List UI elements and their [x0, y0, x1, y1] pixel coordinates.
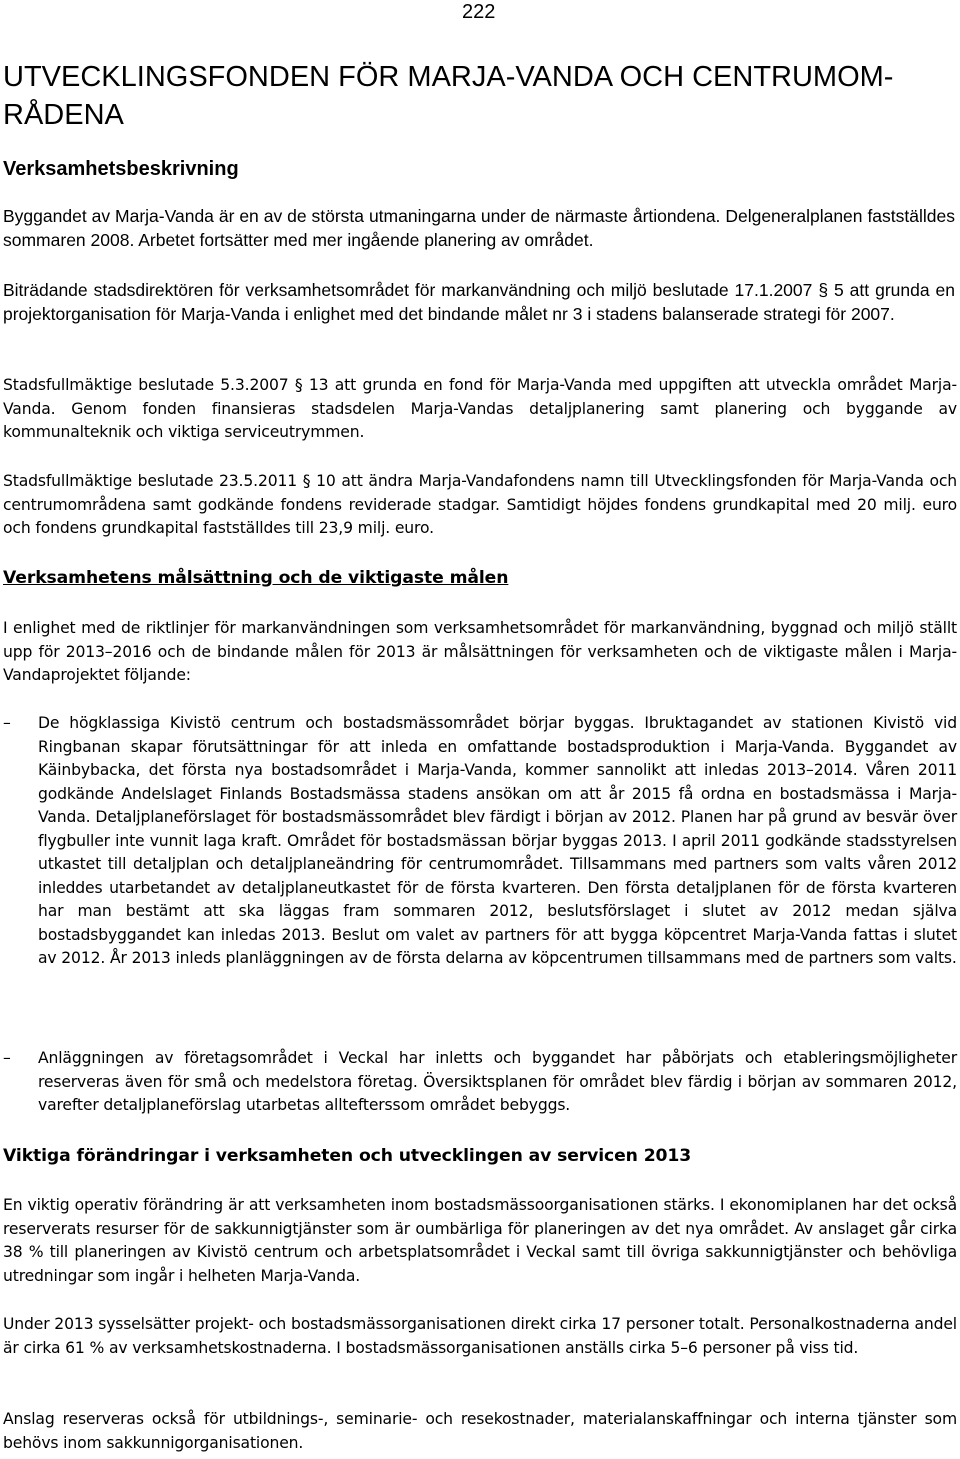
description-paragraph: Byggandet av Marja-Vanda är en av de största utmaningarna under de närmaste årtiondena. Delgeneralplanen fastställdes sommaren 2008. Arbetet fortsätter med mer ingående planering av området.: [3, 206, 955, 250]
section-heading-goals: Verksamhetens målsättning och de viktigaste målen: [3, 568, 509, 588]
page-title: UTVECKLINGSFONDEN FÖR MARJA-VANDA OCH CENTRUMOMRÅDENA: [3, 61, 894, 131]
description-paragraph: Biträdande stadsdirektören för verksamhetsområdet för markanvändning och miljö beslutade 17.1.2007 § 5 att grunda en projektorganisation för Marja-Vanda i enlighet med det bindande målet nr 3 i stadens balanserade strategi för 2007.: [3, 280, 955, 324]
list-item: [3, 712, 957, 1042]
list-item-text: De högklassiga Kivistö centrum och bostadsmässområdet börjar byggas. Ibruktagandet av stationen Kivistö vid Ringbanan skapar förutsättningar för att inleda en omfattande bostadsproduktion i Marja-Vanda. Byggandet av Käinbybacka, det första nya bostadsområdet i Marja-Vanda, kommer sannolikt att inledas 2013–2014. Våren 2011 godkände Andelslaget Finlands Bostadsmässa stadens ansökan om att år 2015 få ordna en bostadsmässa i Marja-Vanda. Detaljplaneförslaget för bostadsmässområdet blev färdigt i början av 2012. Planen har på grund av besvär över flygbuller inte vunnit laga kraft. Området för bostadsmässan börjar byggas 2013. I april 2011 godkände stadsstyrelsen utkastet till detaljplan och detaljplaneändring för centrumområdet. Tillsammans med partners som valts våren 2012 inleddes utarbetandet av detaljplaneutkastet för de första kvarteren. Den första detaljplanen för de första kvarteren har man bestämt att ska läggas fram sommaren 2012, beslutsförslaget i slutet av 2012 medan själva bostadsbyggandet kan inledas 2013. Beslut om valet av partners för att bygga köpcentret Marja-Vanda fattas i slutet av 2012. År 2013 inleds planläggningen av de första delarna av köpcentrumen tillsammans med de partners som valts.: [38, 714, 957, 967]
page-number: 222: [462, 1, 496, 23]
description-paragraph: Stadsfullmäktige beslutade 23.5.2011 § 10 att ändra Marja-Vandafondens namn till Utvecklingsfonden för Marja-Vanda och centrumområdena samt godkände fondens reviderade stadgar. Samtidigt höjdes fondens grundkapital med 20 milj. euro och fondens grundkapital fastställdes till 23,9 milj. euro.: [3, 472, 957, 537]
list-item-text: Anläggningen av företagsområdet i Veckal har inletts och byggandet har påbörjats och etableringsmöjligheter reserveras även för små och medelstora företag. Översiktsplanen för området blev färdig i början av sommaren 2012, varefter detaljplaneförslag utarbetas alltefterssom området bebyggs.: [38, 1049, 957, 1114]
changes-paragraph: En viktig operativ förändring är att verksamheten inom bostadsmässoorganisationen stärks. I ekonomiplanen har det också reserverats resurser för de sakkunnigtjänster som är oumbärliga för planeringen av det nya området. Av anslaget går cirka 38 % till planeringen av Kivistö centrum och arbetsplatsområdet i Veckal samt till övriga sakkunnigtjänster och behövliga utredningar som ingår i helheten Marja-Vanda.: [3, 1196, 957, 1285]
goals-intro-paragraph: I enlighet med de riktlinjer för markanvändningen som verksamhetsområdet för markanvändning, byggnad och miljö ställt upp för 2013–2016 och de bindande målen för 2013 är målsättningen för verksamheten och de viktigaste målen i Marja-Vandaprojektet följande:: [3, 619, 957, 684]
list-item: [3, 1047, 957, 1122]
section-heading-changes: Viktiga förändringar i verksamheten och utvecklingen av servicen 2013: [3, 1146, 692, 1166]
section-heading-description: Verksamhetsbeskrivning: [3, 158, 239, 180]
changes-paragraph: Under 2013 sysselsätter projekt- och bostadsmässorganisationen direkt cirka 17 personer totalt. Personalkostnaderna andel är cirka 61 % av verksamhetskostnaderna. I bostadsmässorganisationen anställs cirka 5–6 personer på viss tid.: [3, 1315, 957, 1357]
bullet-dash: –: [3, 1049, 11, 1067]
description-paragraph: Stadsfullmäktige beslutade 5.3.2007 § 13 att grunda en fond för Marja-Vanda med uppgiften att utveckla området Marja-Vanda. Genom fonden finansieras stadsdelen Marja-Vandas detaljplanering samt planering och byggande av kommunalteknik och viktiga serviceutrymmen.: [3, 376, 957, 441]
changes-paragraph: Anslag reserveras också för utbildnings-, seminarie- och resekostnader, materialanskaffningar och interna tjänster som behövs inom sakkunnigorganisationen.: [3, 1410, 957, 1452]
bullet-dash: –: [3, 714, 11, 732]
